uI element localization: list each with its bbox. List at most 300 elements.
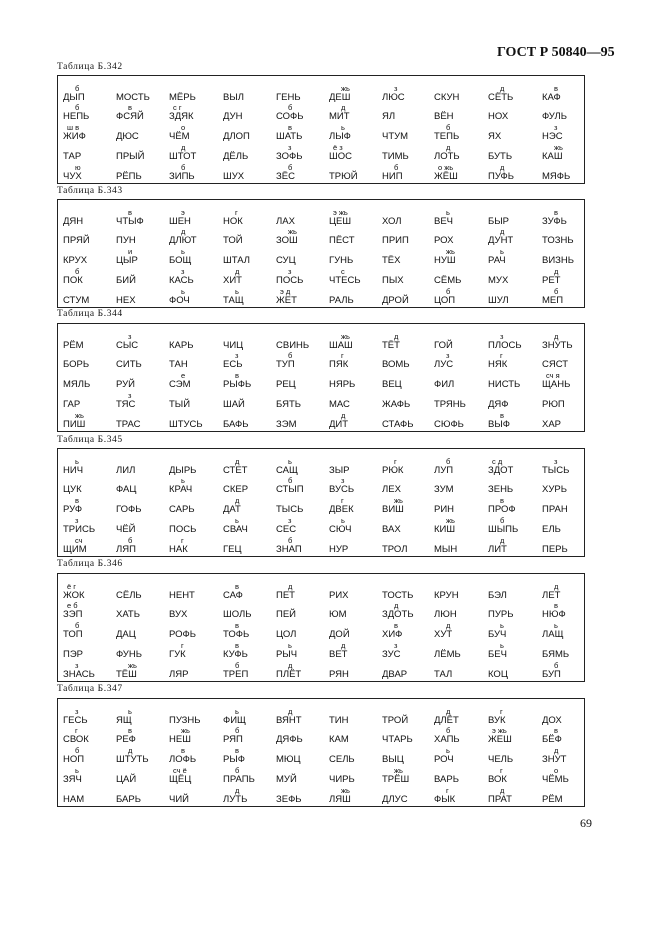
diacritic-mark: э д xyxy=(280,287,291,296)
word-text: ГОФЬ xyxy=(116,504,142,515)
word-cell xyxy=(488,765,542,785)
word-text: ГУНЬ xyxy=(329,255,354,266)
word-text: ВАХ xyxy=(382,524,401,535)
word-cell xyxy=(276,600,330,620)
word-cell xyxy=(542,600,596,620)
word-cell xyxy=(223,410,277,430)
word-text: ЗЕФЬ xyxy=(276,794,302,805)
word-text: ЯЩ xyxy=(116,715,132,726)
word-cell xyxy=(223,102,277,122)
word-text: ЛЕХ xyxy=(382,484,401,495)
word-cell xyxy=(329,207,383,227)
word-cell xyxy=(116,122,170,142)
page-number: 69 xyxy=(580,816,592,830)
diacritic-mark: б xyxy=(181,163,186,172)
word-cell xyxy=(434,226,488,246)
word-cell xyxy=(382,515,436,535)
word-text: РЁМ xyxy=(63,340,84,351)
word-cell xyxy=(434,600,488,620)
word-cell xyxy=(382,600,436,620)
word-table xyxy=(57,75,585,184)
word-text: СЭМ xyxy=(169,379,191,390)
word-cell xyxy=(329,620,383,640)
word-cell xyxy=(276,515,330,535)
diacritic-mark: б xyxy=(288,351,293,360)
word-text: ШОС xyxy=(329,151,352,162)
word-cell xyxy=(63,410,117,430)
word-cell xyxy=(63,142,117,162)
word-text: ЧЁМЬ xyxy=(542,774,569,785)
word-text: ДАТ xyxy=(223,504,241,515)
table-row xyxy=(58,515,584,535)
word-cell xyxy=(329,515,383,535)
table-row xyxy=(58,706,584,726)
word-cell xyxy=(488,370,542,390)
word-text: ВОМЬ xyxy=(382,359,410,370)
word-text: ДЫП xyxy=(63,92,85,103)
diacritic-mark: ь xyxy=(288,457,292,466)
word-text: НЮФ xyxy=(542,609,566,620)
word-cell xyxy=(223,350,277,370)
diacritic-mark: д xyxy=(288,582,293,591)
diacritic-mark: ь xyxy=(288,641,292,650)
diacritic-mark: г xyxy=(181,641,184,650)
word-cell xyxy=(63,83,117,103)
word-text: ТЯС xyxy=(116,399,136,410)
word-text: ДУНТ xyxy=(488,235,514,246)
word-text: ШЕН xyxy=(169,216,191,227)
word-cell xyxy=(63,331,117,351)
word-cell xyxy=(169,515,223,535)
word-cell xyxy=(329,581,383,601)
word-text: ПРАПЬ xyxy=(223,774,255,785)
word-text: ТАН xyxy=(169,359,188,370)
word-cell xyxy=(63,162,117,182)
word-text: ТЁХ xyxy=(382,255,401,266)
word-text: ТРЯНЬ xyxy=(434,399,466,410)
word-cell xyxy=(542,765,596,785)
word-text: ТОЗНЬ xyxy=(542,235,574,246)
diacritic-mark: в xyxy=(554,726,558,735)
word-cell xyxy=(223,226,277,246)
word-text: ТРЁШ xyxy=(382,774,410,785)
table-row xyxy=(58,581,584,601)
word-cell xyxy=(169,162,223,182)
word-text: ЛЮС xyxy=(382,92,405,103)
table-caption: Таблица Б.346 xyxy=(57,559,123,569)
diacritic-mark: з xyxy=(446,351,450,360)
diacritic-mark: д xyxy=(288,661,293,670)
word-text: СУЦ xyxy=(276,255,296,266)
diacritic-mark: б xyxy=(75,84,80,93)
word-text: СЁЛЬ xyxy=(116,590,142,601)
word-cell xyxy=(434,286,488,306)
word-text: БЯТЬ xyxy=(276,399,302,410)
word-text: НОП xyxy=(63,754,85,765)
word-text: ЛОТЬ xyxy=(434,151,460,162)
word-text: ШОЛЬ xyxy=(223,609,252,620)
word-cell xyxy=(434,515,488,535)
word-cell xyxy=(116,785,170,805)
word-text: НЯРЬ xyxy=(329,379,356,390)
diacritic-mark: б xyxy=(554,287,559,296)
word-cell xyxy=(116,660,170,680)
word-text: РИН xyxy=(434,504,455,515)
word-cell xyxy=(223,331,277,351)
word-text: ЛУП xyxy=(434,465,454,476)
word-cell xyxy=(542,142,596,162)
word-text: КРАЧ xyxy=(169,484,193,495)
word-text: СЕЛЬ xyxy=(329,754,355,765)
word-cell xyxy=(488,515,542,535)
word-cell xyxy=(488,725,542,745)
word-text: ТРЕП xyxy=(223,669,249,680)
word-cell xyxy=(434,331,488,351)
diacritic-mark: ь xyxy=(181,247,185,256)
word-cell xyxy=(542,515,596,535)
diacritic-mark: о xyxy=(554,766,559,775)
word-cell xyxy=(382,266,436,286)
diacritic-mark: б xyxy=(288,476,293,485)
word-cell xyxy=(329,475,383,495)
word-text: ТРАС xyxy=(116,419,141,430)
word-text: ШАТЬ xyxy=(276,131,303,142)
diacritic-mark: д xyxy=(446,621,451,630)
word-text: ДЛУС xyxy=(382,794,408,805)
word-text: ЗНАСЬ xyxy=(63,669,95,680)
table-row xyxy=(58,162,584,182)
word-text: НЕПЬ xyxy=(63,111,90,122)
diacritic-mark: д xyxy=(500,84,505,93)
word-cell xyxy=(63,660,117,680)
word-cell xyxy=(382,620,436,640)
word-cell xyxy=(488,785,542,805)
word-cell xyxy=(434,745,488,765)
diacritic-mark: ь xyxy=(500,247,504,256)
word-cell xyxy=(63,226,117,246)
word-text: ЧТАРЬ xyxy=(382,734,413,745)
word-cell xyxy=(488,495,542,515)
word-cell xyxy=(434,765,488,785)
word-cell xyxy=(329,456,383,476)
word-text: ВЕЧ xyxy=(434,216,454,227)
word-cell xyxy=(276,640,330,660)
word-text: КИШ xyxy=(434,524,456,535)
diacritic-mark: д xyxy=(288,707,293,716)
word-cell xyxy=(382,390,436,410)
word-table xyxy=(57,698,585,807)
word-text: ЛЯР xyxy=(169,669,189,680)
word-cell xyxy=(223,456,277,476)
word-text: ФУНЬ xyxy=(116,649,142,660)
word-text: БАРЬ xyxy=(116,794,141,805)
word-text: ФИЩ xyxy=(223,715,246,726)
word-text: ТИН xyxy=(329,715,349,726)
word-cell xyxy=(223,600,277,620)
word-text: ШТУТЬ xyxy=(116,754,149,765)
diacritic-mark: в xyxy=(554,208,558,217)
word-text: ПИШ xyxy=(63,419,86,430)
word-cell xyxy=(169,370,223,390)
diacritic-mark: д xyxy=(235,496,240,505)
word-text: ЦЕШ xyxy=(329,216,352,227)
word-cell xyxy=(382,142,436,162)
word-cell xyxy=(169,390,223,410)
word-cell xyxy=(329,370,383,390)
word-text: ЗЕНЬ xyxy=(488,484,514,495)
table-row xyxy=(58,286,584,306)
word-text: ЛЯШ xyxy=(329,794,351,805)
table-row xyxy=(58,660,584,680)
word-cell xyxy=(382,410,436,430)
word-cell xyxy=(329,765,383,785)
word-text: ВИЗНЬ xyxy=(542,255,574,266)
word-cell xyxy=(116,142,170,162)
word-text: ПЭР xyxy=(63,649,83,660)
word-cell xyxy=(116,226,170,246)
diacritic-mark: з xyxy=(554,123,558,132)
word-cell xyxy=(63,370,117,390)
word-text: ПЁСТ xyxy=(329,235,355,246)
word-cell xyxy=(116,456,170,476)
word-cell xyxy=(542,266,596,286)
word-cell xyxy=(382,660,436,680)
word-cell xyxy=(276,390,330,410)
word-cell xyxy=(329,102,383,122)
word-cell xyxy=(434,370,488,390)
word-cell xyxy=(542,102,596,122)
diacritic-mark: з xyxy=(394,641,398,650)
diacritic-mark: э жь xyxy=(492,726,507,735)
word-cell xyxy=(434,142,488,162)
word-text: ЦАЙ xyxy=(116,774,137,785)
word-text: СКУН xyxy=(434,92,460,103)
word-text: РЮП xyxy=(542,399,565,410)
word-text: ЛИЛ xyxy=(116,465,136,476)
word-text: ШТУСЬ xyxy=(169,419,203,430)
word-cell xyxy=(223,640,277,660)
word-text: ТЁТ xyxy=(382,340,400,351)
diacritic-mark: д xyxy=(128,746,133,755)
diacritic-mark: жь xyxy=(341,84,350,93)
word-cell xyxy=(223,83,277,103)
word-text: ПРЫЙ xyxy=(116,151,145,162)
diacritic-mark: ь xyxy=(181,476,185,485)
word-cell xyxy=(382,162,436,182)
word-text: ДЯФЬ xyxy=(276,734,303,745)
word-text: ШУЛ xyxy=(488,295,509,306)
word-text: СЁТЬ xyxy=(488,92,514,103)
word-cell xyxy=(434,162,488,182)
word-text: ЮМ xyxy=(329,609,347,620)
diacritic-mark: з xyxy=(288,143,292,152)
word-cell xyxy=(488,207,542,227)
word-cell xyxy=(382,370,436,390)
word-cell xyxy=(63,286,117,306)
word-text: ЧТУМ xyxy=(382,131,409,142)
word-text: ТАР xyxy=(63,151,82,162)
word-cell xyxy=(116,370,170,390)
table-row xyxy=(58,765,584,785)
word-cell xyxy=(434,640,488,660)
word-cell xyxy=(276,162,330,182)
diacritic-mark: в xyxy=(554,601,558,610)
word-cell xyxy=(488,640,542,660)
word-text: ДИТ xyxy=(329,419,349,430)
word-cell xyxy=(329,640,383,660)
word-cell xyxy=(329,226,383,246)
table-caption: Таблица Б.343 xyxy=(57,186,123,196)
word-cell xyxy=(329,142,383,162)
word-text: ХАПЬ xyxy=(434,734,460,745)
word-text: ВЫЦ xyxy=(382,754,404,765)
word-cell xyxy=(169,102,223,122)
word-text: РАЧ xyxy=(488,255,506,266)
diacritic-mark: ь xyxy=(500,641,504,650)
word-text: САФ xyxy=(223,590,243,601)
word-text: БЁФ xyxy=(542,734,562,745)
word-cell xyxy=(488,266,542,286)
word-cell xyxy=(63,600,117,620)
word-text: ПОСЬ xyxy=(169,524,197,535)
word-cell xyxy=(169,350,223,370)
diacritic-mark: жь xyxy=(341,332,350,341)
diacritic-mark: в xyxy=(128,208,132,217)
diacritic-mark: д xyxy=(554,582,559,591)
table-row xyxy=(58,475,584,495)
word-text: МЮЦ xyxy=(276,754,301,765)
diacritic-mark: д xyxy=(500,227,505,236)
diacritic-mark: ь xyxy=(341,123,345,132)
word-text: ТАЩ xyxy=(223,295,244,306)
word-cell xyxy=(276,495,330,515)
word-cell xyxy=(63,745,117,765)
word-text: ВЕЦ xyxy=(382,379,402,390)
word-text: ЦОЛ xyxy=(276,629,297,640)
word-cell xyxy=(488,410,542,430)
word-text: ЩИМ xyxy=(63,544,87,555)
word-cell xyxy=(488,660,542,680)
word-text: РЕЦ xyxy=(276,379,296,390)
word-text: ДАЦ xyxy=(116,629,136,640)
word-cell xyxy=(116,266,170,286)
word-cell xyxy=(488,581,542,601)
word-cell xyxy=(542,331,596,351)
word-text: ХИТ xyxy=(223,275,242,286)
diacritic-mark: ь xyxy=(446,208,450,217)
diacritic-mark: г xyxy=(181,536,184,545)
diacritic-mark: в xyxy=(288,123,292,132)
word-cell xyxy=(488,331,542,351)
word-text: ЛУТЬ xyxy=(223,794,248,805)
word-text: БЫР xyxy=(488,216,509,227)
table-row xyxy=(58,266,584,286)
word-text: КАСЬ xyxy=(169,275,194,286)
diacritic-mark: д xyxy=(341,411,346,420)
word-text: ЛИТ xyxy=(488,544,507,555)
word-cell xyxy=(63,266,117,286)
diacritic-mark: в xyxy=(235,621,239,630)
word-cell xyxy=(329,785,383,805)
word-text: ЦОП xyxy=(434,295,456,306)
table-row xyxy=(58,456,584,476)
word-cell xyxy=(434,207,488,227)
word-cell xyxy=(223,122,277,142)
diacritic-mark: о xyxy=(181,123,186,132)
word-text: ШУХ xyxy=(223,171,245,182)
word-text: ЗНУТ xyxy=(542,754,567,765)
word-cell xyxy=(223,370,277,390)
word-text: КАШ xyxy=(542,151,563,162)
word-cell xyxy=(169,620,223,640)
diacritic-mark: и xyxy=(128,247,133,256)
diacritic-mark: б xyxy=(288,163,293,172)
word-cell xyxy=(223,142,277,162)
diacritic-mark: в xyxy=(235,371,239,380)
word-cell xyxy=(169,745,223,765)
word-text: ШАШ xyxy=(329,340,353,351)
word-text: РЯН xyxy=(329,669,349,680)
diacritic-mark: ю xyxy=(75,163,81,172)
word-text: ЖИФ xyxy=(63,131,86,142)
word-cell xyxy=(434,785,488,805)
word-text: ДРОЙ xyxy=(382,295,409,306)
word-text: ЯЛ xyxy=(382,111,396,122)
word-text: ПЛОСЬ xyxy=(488,340,522,351)
diacritic-mark: д xyxy=(554,267,559,276)
word-cell xyxy=(276,102,330,122)
word-cell xyxy=(276,745,330,765)
word-cell xyxy=(382,495,436,515)
table-row xyxy=(58,246,584,266)
word-cell xyxy=(116,640,170,660)
word-text: КОЦ xyxy=(488,669,508,680)
word-cell xyxy=(488,475,542,495)
word-cell xyxy=(276,142,330,162)
diacritic-mark: з xyxy=(500,332,504,341)
word-text: ЦЫР xyxy=(116,255,138,266)
word-cell xyxy=(63,765,117,785)
word-cell xyxy=(276,475,330,495)
word-text: ТЫСЬ xyxy=(542,465,570,476)
diacritic-mark: жь xyxy=(394,496,403,505)
diacritic-mark: з xyxy=(235,351,239,360)
diacritic-mark: з xyxy=(394,84,398,93)
word-text: ТОП xyxy=(63,629,83,640)
word-cell xyxy=(116,207,170,227)
word-cell xyxy=(329,331,383,351)
diacritic-mark: жь xyxy=(554,143,563,152)
word-cell xyxy=(276,370,330,390)
diacritic-mark: в xyxy=(128,103,132,112)
word-text: СЯСТ xyxy=(542,359,569,370)
word-text: ТРИСЬ xyxy=(63,524,96,535)
word-cell xyxy=(434,581,488,601)
word-text: КРУН xyxy=(434,590,459,601)
table-row xyxy=(58,207,584,227)
word-text: ЛОФЬ xyxy=(169,754,197,765)
word-text: РУЙ xyxy=(116,379,135,390)
word-text: НЕШ xyxy=(169,734,191,745)
word-text: МАС xyxy=(329,399,350,410)
word-cell xyxy=(434,725,488,745)
word-text: ЩЁЦ xyxy=(169,774,192,785)
table-row xyxy=(58,102,584,122)
word-cell xyxy=(382,102,436,122)
diacritic-mark: б xyxy=(446,457,451,466)
word-cell xyxy=(63,475,117,495)
diacritic-mark: сч я xyxy=(546,371,560,380)
